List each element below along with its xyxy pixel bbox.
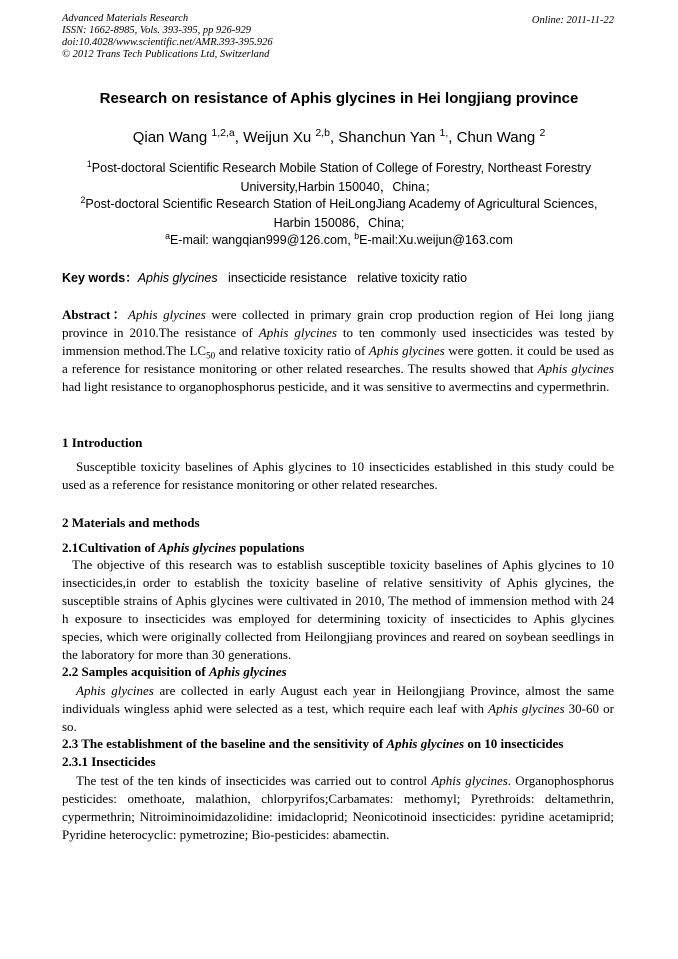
paper-title: Research on resistance of Aphis glycines in Hei longjiang province	[99, 90, 579, 107]
email-b: E-mail:Xu.weijun@163.com	[359, 233, 513, 247]
section-heading-materials-methods: 2 Materials and methods	[62, 515, 200, 530]
copyright-line: © 2012 Trans Tech Publications Ltd, Switzerland	[62, 49, 270, 60]
author-name: Qian Wang	[132, 129, 208, 146]
subsection-heading-2-3-1: 2.3.1 Insecticides	[62, 754, 156, 769]
subsection-heading-2-1	[62, 540, 304, 556]
author-name: Weijun Xu	[243, 129, 312, 146]
email-mark: a	[165, 230, 170, 241]
species-name: Aphis glycines	[537, 361, 614, 376]
affiliation-2	[70, 195, 608, 233]
species-name: Aphis glycines	[76, 683, 154, 698]
paragraph-text: are collected in early August each year in Heilongjiang Province, almost the same individuals wingless aphid were selected as a test, which require each leaf with	[62, 683, 614, 716]
journal-name: Advanced Materials Research	[62, 13, 189, 24]
species-name: Aphis glycines	[209, 664, 287, 679]
subsection-heading-2-2	[62, 664, 287, 680]
author-affiliation-mark: 1,	[439, 127, 449, 139]
online-date: Online: 2011-11-22	[531, 15, 614, 26]
species-name: Aphis glycines	[431, 773, 508, 788]
species-name: Aphis glycines	[386, 736, 465, 751]
affiliation-text: Post-doctoral Scientific Research Station of HeiLongJiang Academy of Agricultural Sciences,	[85, 197, 598, 211]
doi-line: doi:10.4028/www.scientific.net/AMR.393-395.926	[62, 37, 273, 48]
affiliation-mark: 2	[80, 194, 86, 205]
author-affiliation-mark: 2,b	[315, 127, 330, 139]
heading-text: 2.2 Samples acquisition of	[62, 664, 209, 679]
journal-header	[62, 13, 273, 61]
keyword: insecticide resistance	[228, 271, 347, 285]
abstract-text: and relative toxicity ratio of	[215, 343, 369, 358]
heading-text: 2.1Cultivation of	[62, 540, 159, 555]
affiliation-1	[70, 159, 608, 197]
species-name: Aphis glycines	[368, 343, 445, 358]
author-affiliation-mark: 2	[539, 127, 546, 139]
abstract	[62, 306, 614, 396]
author-affiliation-mark: 1,2,a	[211, 127, 235, 139]
abstract-label: Abstract：	[62, 307, 128, 322]
species-name: Aphis glycines	[128, 307, 206, 322]
abstract-text: to ten commonly used insecticides was tested by immension method.The LC	[62, 325, 614, 358]
introduction-text: Susceptible toxicity baselines of Aphis glycines to 10 insecticides established in this study could be used as a reference for resistance monitoring or other related researches.	[62, 459, 614, 492]
paragraph-text: 30-60 or so.	[62, 701, 614, 734]
section-heading-introduction: 1 Introduction	[62, 435, 143, 450]
heading-text: populations	[236, 540, 305, 555]
subsection-2-3-1-text	[62, 772, 614, 844]
species-name: Aphis glycines	[158, 540, 237, 555]
heading-text: 2.3 The establishment of the baseline and the sensitivity of	[62, 736, 387, 751]
subsection-2-1-text: The objective of this research was to establish susceptible toxicity baselines of Aphis glycines to 10 insecticides,in order to establish the toxicity baseline of relative sensitivity of Aphis glycines, the susceptible strains of Aphis glycines were cultivated in 2010, The method of immension method with 24 h exposure to insecticides was employed for determining toxicity of insecticides to Aphis glycines species, which were originally collected from Heilongjiang provinces and reared on soybean seedlings in the laboratory for more than 30 generations.	[62, 557, 614, 662]
abstract-text: had light resistance to organophosphorus pesticide, and it was sensitive to avermectins and cypermethrin.	[62, 379, 610, 394]
subsection-heading-2-3	[62, 736, 563, 752]
abstract-text: were gotten. it could be used as a reference for resistance monitoring or other related researches. The results showed that	[62, 343, 614, 376]
author-name: Shanchun Yan	[338, 129, 436, 146]
email-line	[70, 231, 608, 250]
species-name: Aphis glycines	[258, 325, 337, 340]
species-name: Aphis glycines	[488, 701, 565, 716]
affiliation-text: University,Harbin 150040，China；	[240, 180, 438, 194]
paragraph-text: . Organophosphorus pesticides: omethoate, malathion, chlorpyrifos;Carbamates: methomyl; Pyrethroids: deltamethrin, cypermethrin; Nitroiminoimidazolidine: imidacloprid; Neonicotinoid insecticides: pyridine acetamiprid; Pyridine heterocyclic: pymetrozine; Bio-pesticides: abamectin.	[62, 773, 614, 842]
author-name: Chun Wang	[456, 129, 536, 146]
paragraph-text: The test of the ten kinds of insecticides was carried out to control	[76, 773, 432, 788]
keyword: Aphis glycines	[137, 271, 218, 285]
keyword: relative toxicity ratio	[357, 271, 468, 285]
heading-text: on 10 insecticides	[464, 736, 564, 751]
affiliation-mark: 1	[86, 158, 92, 169]
author-list: Qian Wang $^{1,2,a}$, Weijun Xu $^{2,b}$, Shanchun Yan $^{1,}$, Chun Wang $^2$	[132, 127, 546, 146]
subsection-2-2-text	[62, 682, 614, 736]
keywords-label: Key words：	[62, 271, 138, 285]
email-mark: b	[354, 230, 360, 241]
abstract-text: were collected in primary grain crop production region of Hei long jiang province in 2010.The resistance of	[62, 307, 614, 340]
lc-subscript: 50	[206, 350, 216, 361]
keywords	[62, 268, 467, 286]
affiliation-text: Harbin 150086，China;	[273, 216, 405, 230]
email-a: E-mail: wangqian999@126.com,	[169, 233, 355, 247]
affiliation-text: Post-doctoral Scientific Research Mobile Station of College of Forestry, Northeast Forestry	[91, 161, 592, 175]
issn-line: ISSN: 1662-8985, Vols. 393-395, pp 926-929	[62, 25, 251, 36]
